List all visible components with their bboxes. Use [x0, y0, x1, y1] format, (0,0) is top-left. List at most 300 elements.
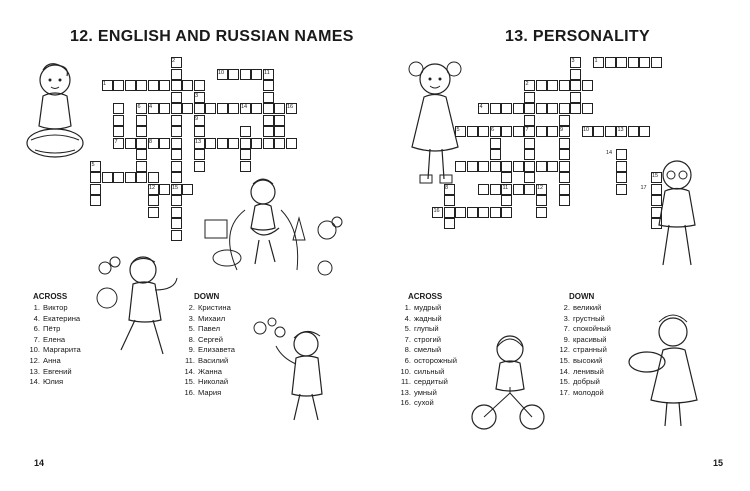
- clue-item: [177, 314, 235, 325]
- crossword-cell[interactable]: [136, 161, 147, 172]
- crossword-cell[interactable]: [182, 103, 193, 114]
- clue-number-label: 9: [195, 115, 199, 122]
- clue-number-label: 10: [583, 127, 590, 133]
- clue-number-label: 16: [433, 207, 440, 214]
- crossword-cell[interactable]: [513, 184, 524, 195]
- clue-number-label: 7: [525, 127, 529, 133]
- crossword-cell[interactable]: [148, 80, 159, 91]
- clue-number: 1.: [404, 303, 411, 312]
- crossword-cell[interactable]: [478, 184, 489, 195]
- clue-text: Екатерина: [43, 313, 81, 323]
- clue-number: 7.: [404, 334, 411, 344]
- clue-text: Василий: [198, 355, 229, 365]
- crossword-cell[interactable]: [616, 57, 627, 68]
- crossword-cell[interactable]: [171, 115, 182, 126]
- clue-item: [22, 314, 81, 325]
- clue-number: 8.: [188, 334, 195, 344]
- crossword-cell[interactable]: [570, 92, 581, 103]
- clue-number-label: 2: [525, 81, 529, 87]
- clue-text: Павел: [198, 324, 221, 334]
- clue-number: 3.: [188, 313, 195, 323]
- crossword-cell[interactable]: [171, 80, 182, 91]
- crossword-cell[interactable]: [513, 126, 524, 137]
- clue-number: 3.: [563, 313, 570, 323]
- crossword-cell[interactable]: [113, 115, 124, 126]
- clue-item: [393, 324, 457, 335]
- crossword-cell[interactable]: [524, 161, 535, 172]
- boy-blowing-bubbles-illustration: [250, 318, 340, 428]
- clue-text: сильный: [414, 366, 445, 376]
- clue-number: 12.: [29, 355, 40, 365]
- clue-number-label: 1: [103, 81, 107, 87]
- clue-text: смелый: [414, 345, 442, 355]
- clue-item: [552, 303, 611, 314]
- crossword-cell[interactable]: [524, 184, 535, 195]
- clue-text: осторожный: [414, 355, 457, 365]
- crossword-cell[interactable]: [274, 126, 285, 137]
- clue-number: 6.: [33, 324, 40, 334]
- clue-item: [552, 356, 611, 367]
- crossword-cell[interactable]: [159, 184, 170, 195]
- crossword-cell[interactable]: [536, 80, 547, 91]
- clue-item: [393, 314, 457, 325]
- clue-number: 14.: [559, 366, 570, 376]
- left-page-number: 14: [34, 458, 45, 468]
- crossword-cell[interactable]: [536, 103, 547, 114]
- crossword-cell[interactable]: [228, 138, 239, 149]
- clue-number: 7.: [563, 324, 570, 334]
- clue-text: Маргарита: [43, 345, 81, 355]
- right-page: [375, 0, 750, 491]
- clue-number: 13.: [400, 387, 411, 397]
- clue-number-label: 15: [652, 173, 659, 179]
- crossword-cell[interactable]: [171, 161, 182, 172]
- crossword-cell[interactable]: [524, 172, 535, 183]
- crossword-cell[interactable]: [639, 57, 650, 68]
- clue-item: [552, 314, 611, 325]
- crossword-cell[interactable]: [125, 80, 136, 91]
- crossword-cell[interactable]: [263, 115, 274, 126]
- right-page-number: 15: [713, 458, 724, 468]
- clue-item: [393, 377, 457, 388]
- clue-number: 7.: [33, 334, 40, 344]
- crossword-cell[interactable]: [228, 103, 239, 114]
- crossword-cell[interactable]: [113, 80, 124, 91]
- clue-number-label: 12: [537, 184, 544, 191]
- clue-text: Виктор: [43, 303, 68, 312]
- clue-text: сухой: [414, 398, 434, 408]
- clue-number: 12.: [559, 345, 570, 355]
- clue-text: добрый: [573, 377, 600, 387]
- crossword-cell[interactable]: [616, 172, 627, 183]
- clue-text: Елизавета: [198, 345, 235, 355]
- crossword-cell[interactable]: [444, 195, 455, 206]
- clue-text: Кристина: [198, 303, 231, 312]
- crossword-cell[interactable]: [524, 92, 535, 103]
- crossword-cell[interactable]: [251, 103, 262, 114]
- crossword-cell[interactable]: [194, 126, 205, 137]
- crossword-cell[interactable]: [240, 126, 251, 137]
- clue-item: [552, 367, 611, 378]
- crossword-cell[interactable]: [240, 138, 251, 149]
- clue-text: Сергей: [198, 334, 223, 344]
- crossword-cell[interactable]: [171, 103, 182, 114]
- crossword-cell[interactable]: [205, 138, 216, 149]
- crossword-cell[interactable]: [125, 138, 136, 149]
- crossword-cell[interactable]: [513, 161, 524, 172]
- right-down-clues: [552, 303, 611, 398]
- crossword-cell[interactable]: [171, 207, 182, 218]
- clue-number: 5.: [188, 324, 195, 334]
- crossword-cell[interactable]: [194, 103, 205, 114]
- clue-item: [393, 398, 457, 409]
- crossword-cell[interactable]: [478, 161, 489, 172]
- crossword-cell[interactable]: [582, 80, 593, 91]
- clue-number-label: 4: [479, 104, 483, 110]
- crossword-cell[interactable]: [444, 207, 455, 218]
- crossword-cell[interactable]: [524, 138, 535, 149]
- clue-item: [393, 388, 457, 399]
- clue-item: [22, 345, 81, 356]
- clue-text: Мария: [198, 387, 222, 397]
- crossword-cell[interactable]: [159, 103, 170, 114]
- clue-item: [177, 377, 235, 388]
- clue-number: 2.: [188, 303, 195, 312]
- crossword-cell[interactable]: [171, 92, 182, 103]
- clue-number-label: 14: [241, 104, 248, 110]
- crossword-cell[interactable]: [536, 195, 547, 206]
- clue-text: ленивый: [573, 366, 604, 376]
- right-across-clues: [393, 303, 457, 409]
- crossword-cell[interactable]: [559, 80, 570, 91]
- clue-item: [177, 367, 235, 378]
- clue-number-label: 13: [195, 138, 202, 145]
- crossword-cell[interactable]: [467, 207, 478, 218]
- clue-text: грустный: [573, 313, 605, 323]
- clue-text: Елена: [43, 334, 66, 344]
- crossword-cell[interactable]: [136, 149, 147, 160]
- crossword-cell[interactable]: [263, 92, 274, 103]
- right-across-heading: ACROSS: [408, 292, 443, 301]
- clue-number-label: 13: [617, 127, 624, 133]
- clue-item: [177, 356, 235, 367]
- crossword-cell[interactable]: [490, 138, 501, 149]
- crossword-cell[interactable]: [263, 80, 274, 91]
- crossword-cell[interactable]: [194, 149, 205, 160]
- toddler-on-ball-illustration: [25, 58, 85, 163]
- crossword-cell[interactable]: [547, 126, 558, 137]
- crossword-cell[interactable]: [524, 149, 535, 160]
- crossword-cell[interactable]: [547, 80, 558, 91]
- crossword-cell[interactable]: [171, 138, 182, 149]
- crossword-cell[interactable]: [194, 80, 205, 91]
- crossword-cell[interactable]: [136, 126, 147, 137]
- crossword-cell[interactable]: [148, 207, 159, 218]
- clue-item: [552, 335, 611, 346]
- crossword-cell[interactable]: [125, 172, 136, 183]
- crossword-cell[interactable]: [501, 126, 512, 137]
- crossword-cell[interactable]: [616, 161, 627, 172]
- crossword-cell[interactable]: [136, 138, 147, 149]
- left-down-clues: [177, 303, 235, 398]
- crossword-cell[interactable]: [136, 172, 147, 183]
- crossword-cell[interactable]: [113, 103, 124, 114]
- clue-text: Пётр: [43, 324, 61, 334]
- clue-text: Евгений: [43, 366, 72, 376]
- clue-item: [393, 335, 457, 346]
- clue-number-label: 14: [606, 150, 613, 156]
- crossword-cell[interactable]: [639, 126, 650, 137]
- crossword-cell[interactable]: [559, 195, 570, 206]
- clue-number: 14.: [184, 366, 195, 376]
- clue-number-label: 16: [287, 104, 294, 110]
- crossword-cell[interactable]: [570, 69, 581, 80]
- clue-item: [552, 324, 611, 335]
- crossword-cell[interactable]: [263, 126, 274, 137]
- clue-item: [552, 377, 611, 388]
- clue-number-label: 6: [491, 127, 495, 133]
- crossword-cell[interactable]: [102, 172, 113, 183]
- clue-number: 2.: [563, 303, 570, 312]
- left-across-heading: ACROSS: [33, 292, 68, 301]
- crossword-cell[interactable]: [171, 172, 182, 183]
- clue-item: [22, 335, 81, 346]
- crossword-cell[interactable]: [559, 149, 570, 160]
- crossword-cell[interactable]: [251, 138, 262, 149]
- crossword-cell[interactable]: [171, 69, 182, 80]
- crossword-cell[interactable]: [90, 184, 101, 195]
- clue-number: 10.: [400, 366, 411, 376]
- crossword-cell[interactable]: [444, 218, 455, 229]
- crossword-cell[interactable]: [240, 149, 251, 160]
- clue-text: Николай: [198, 377, 229, 387]
- clue-number-label: 1: [594, 58, 598, 64]
- clue-number: 5.: [404, 324, 411, 334]
- clue-text: высокий: [573, 355, 603, 365]
- clue-number: 9.: [563, 334, 570, 344]
- clue-number-label: 15: [172, 184, 179, 191]
- clue-number: 14.: [29, 377, 40, 387]
- crossword-cell[interactable]: [616, 149, 627, 160]
- crossword-cell[interactable]: [490, 207, 501, 218]
- crossword-cell[interactable]: [501, 172, 512, 183]
- girl-with-flowers-illustration: [625, 310, 715, 435]
- clue-item: [393, 303, 457, 314]
- crossword-cell[interactable]: [159, 138, 170, 149]
- clue-number-label: 2: [172, 58, 176, 64]
- crossword-cell[interactable]: [628, 126, 639, 137]
- clue-item: [177, 324, 235, 335]
- crossword-cell[interactable]: [559, 103, 570, 114]
- clue-text: умный: [414, 387, 437, 397]
- clue-text: жадный: [414, 313, 442, 323]
- crossword-cell[interactable]: [205, 103, 216, 114]
- boy-with-glasses-illustration: [640, 155, 713, 275]
- clue-number: 16.: [400, 398, 411, 408]
- clue-number: 8.: [404, 345, 411, 355]
- crossword-cell[interactable]: [628, 57, 639, 68]
- crossword-cell[interactable]: [582, 103, 593, 114]
- crossword-cell[interactable]: [490, 161, 501, 172]
- clue-item: [552, 388, 611, 399]
- clue-item: [177, 388, 235, 399]
- clue-item: [22, 303, 81, 314]
- clue-number: 15.: [559, 377, 570, 387]
- clue-item: [393, 345, 457, 356]
- crossword-cell[interactable]: [136, 80, 147, 91]
- crossword-cell[interactable]: [182, 80, 193, 91]
- crossword-cell[interactable]: [559, 172, 570, 183]
- crossword-cell[interactable]: [171, 149, 182, 160]
- clue-number: 15.: [184, 377, 195, 387]
- crossword-cell[interactable]: [478, 207, 489, 218]
- crossword-cell[interactable]: [274, 103, 285, 114]
- crossword-cell[interactable]: [605, 57, 616, 68]
- crossword-cell[interactable]: [559, 115, 570, 126]
- clue-number-label: 3: [571, 58, 575, 64]
- clue-number-label: 5: [91, 161, 95, 168]
- crossword-cell[interactable]: [240, 69, 251, 80]
- crossword-cell[interactable]: [171, 218, 182, 229]
- crossword-cell[interactable]: [490, 149, 501, 160]
- clue-number: 13.: [29, 366, 40, 376]
- clue-number: 17.: [559, 387, 570, 397]
- crossword-cell[interactable]: [171, 230, 182, 241]
- crossword-cell[interactable]: [490, 184, 501, 195]
- clue-number-label: 17: [640, 184, 647, 191]
- crossword-cell[interactable]: [593, 126, 604, 137]
- clue-number-label: 10: [218, 69, 225, 76]
- crossword-cell[interactable]: [651, 57, 662, 68]
- clue-number-label: 4: [149, 104, 153, 110]
- crossword-cell[interactable]: [217, 138, 228, 149]
- crossword-cell[interactable]: [524, 103, 535, 114]
- clue-item: [22, 324, 81, 335]
- crossword-cell[interactable]: [113, 126, 124, 137]
- left-page-title: 12. ENGLISH AND RUSSIAN NAMES: [70, 28, 354, 45]
- crossword-cell[interactable]: [263, 103, 274, 114]
- crossword-cell[interactable]: [501, 161, 512, 172]
- right-page-title: 13. PERSONALITY: [505, 28, 650, 45]
- crossword-cell[interactable]: [251, 69, 262, 80]
- crossword-cell[interactable]: [501, 103, 512, 114]
- crossword-cell[interactable]: [217, 103, 228, 114]
- clue-number: 15.: [559, 355, 570, 365]
- clue-text: Анна: [43, 355, 61, 365]
- crossword-cell[interactable]: [524, 115, 535, 126]
- crossword-cell[interactable]: [136, 115, 147, 126]
- clue-number-label: 6: [137, 104, 141, 110]
- boy-on-tricycle-illustration: [470, 333, 550, 433]
- crossword-cell[interactable]: [90, 172, 101, 183]
- crossword-cell[interactable]: [490, 103, 501, 114]
- crossword-cell[interactable]: [228, 69, 239, 80]
- clue-item: [393, 356, 457, 367]
- crossword-cell[interactable]: [559, 138, 570, 149]
- crossword-cell[interactable]: [263, 138, 274, 149]
- clue-number: 4.: [404, 313, 411, 323]
- clue-item: [22, 356, 81, 367]
- crossword-cell[interactable]: [559, 161, 570, 172]
- crossword-cell[interactable]: [182, 184, 193, 195]
- clue-text: странный: [573, 345, 607, 355]
- crossword-cell[interactable]: [455, 207, 466, 218]
- girl-with-pigtails-illustration: [400, 55, 470, 190]
- crossword-cell[interactable]: [148, 172, 159, 183]
- crossword-cell[interactable]: [536, 207, 547, 218]
- crossword-cell[interactable]: [148, 195, 159, 206]
- crossword-cell[interactable]: [536, 126, 547, 137]
- boy-with-bubbles-illustration: [95, 248, 190, 366]
- crossword-cell[interactable]: [547, 161, 558, 172]
- crossword-cell[interactable]: [90, 195, 101, 206]
- clue-number: 16.: [184, 387, 195, 397]
- clue-item: [552, 345, 611, 356]
- clue-text: Жанна: [198, 366, 222, 376]
- clue-number-label: 8: [149, 138, 153, 145]
- crossword-cell[interactable]: [570, 80, 581, 91]
- girl-jump-rope-illustration: [205, 170, 360, 280]
- clue-number-label: 7: [114, 138, 118, 145]
- crossword-cell[interactable]: [194, 161, 205, 172]
- clue-number-label: 5: [456, 127, 460, 133]
- clue-number-label: 3: [195, 92, 199, 99]
- clue-number: 10.: [29, 345, 40, 355]
- clue-text: сердитый: [414, 377, 448, 387]
- clue-number-label: 11: [264, 69, 270, 76]
- clue-text: Юлия: [43, 377, 64, 387]
- crossword-cell[interactable]: [478, 126, 489, 137]
- crossword-cell[interactable]: [171, 126, 182, 137]
- crossword-cell[interactable]: [286, 138, 297, 149]
- crossword-cell[interactable]: [501, 195, 512, 206]
- clue-item: [177, 303, 235, 314]
- clue-number-label: 8: [445, 184, 449, 191]
- clue-text: молодой: [573, 387, 604, 397]
- crossword-cell[interactable]: [171, 195, 182, 206]
- clue-number-label: 12: [149, 184, 156, 191]
- crossword-cell[interactable]: [559, 184, 570, 195]
- clue-text: мудрый: [414, 303, 442, 312]
- clue-number: 11.: [401, 377, 411, 387]
- crossword-cell[interactable]: [501, 207, 512, 218]
- crossword-cell[interactable]: [113, 172, 124, 183]
- crossword-cell[interactable]: [570, 103, 581, 114]
- clue-number-label: 11: [502, 184, 509, 191]
- crossword-cell[interactable]: [547, 103, 558, 114]
- crossword-cell[interactable]: [605, 126, 616, 137]
- crossword-cell[interactable]: [536, 161, 547, 172]
- right-down-heading: DOWN: [569, 292, 595, 301]
- clue-number: 11.: [185, 355, 195, 365]
- clue-item: [22, 377, 81, 388]
- clue-item: [22, 367, 81, 378]
- crossword-cell[interactable]: [159, 80, 170, 91]
- clue-text: строгий: [414, 334, 441, 344]
- crossword-cell[interactable]: [616, 184, 627, 195]
- clue-text: глупый: [414, 324, 439, 334]
- clue-number: 4.: [33, 313, 40, 323]
- clue-item: [177, 335, 235, 346]
- crossword-cell[interactable]: [513, 103, 524, 114]
- crossword-cell[interactable]: [274, 115, 285, 126]
- crossword-cell[interactable]: [274, 138, 285, 149]
- clue-number: 6.: [404, 355, 411, 365]
- clue-number: 9.: [188, 345, 195, 355]
- clue-item: [177, 345, 235, 356]
- clue-number-label: 9: [560, 127, 564, 133]
- clue-number: 1.: [33, 303, 40, 312]
